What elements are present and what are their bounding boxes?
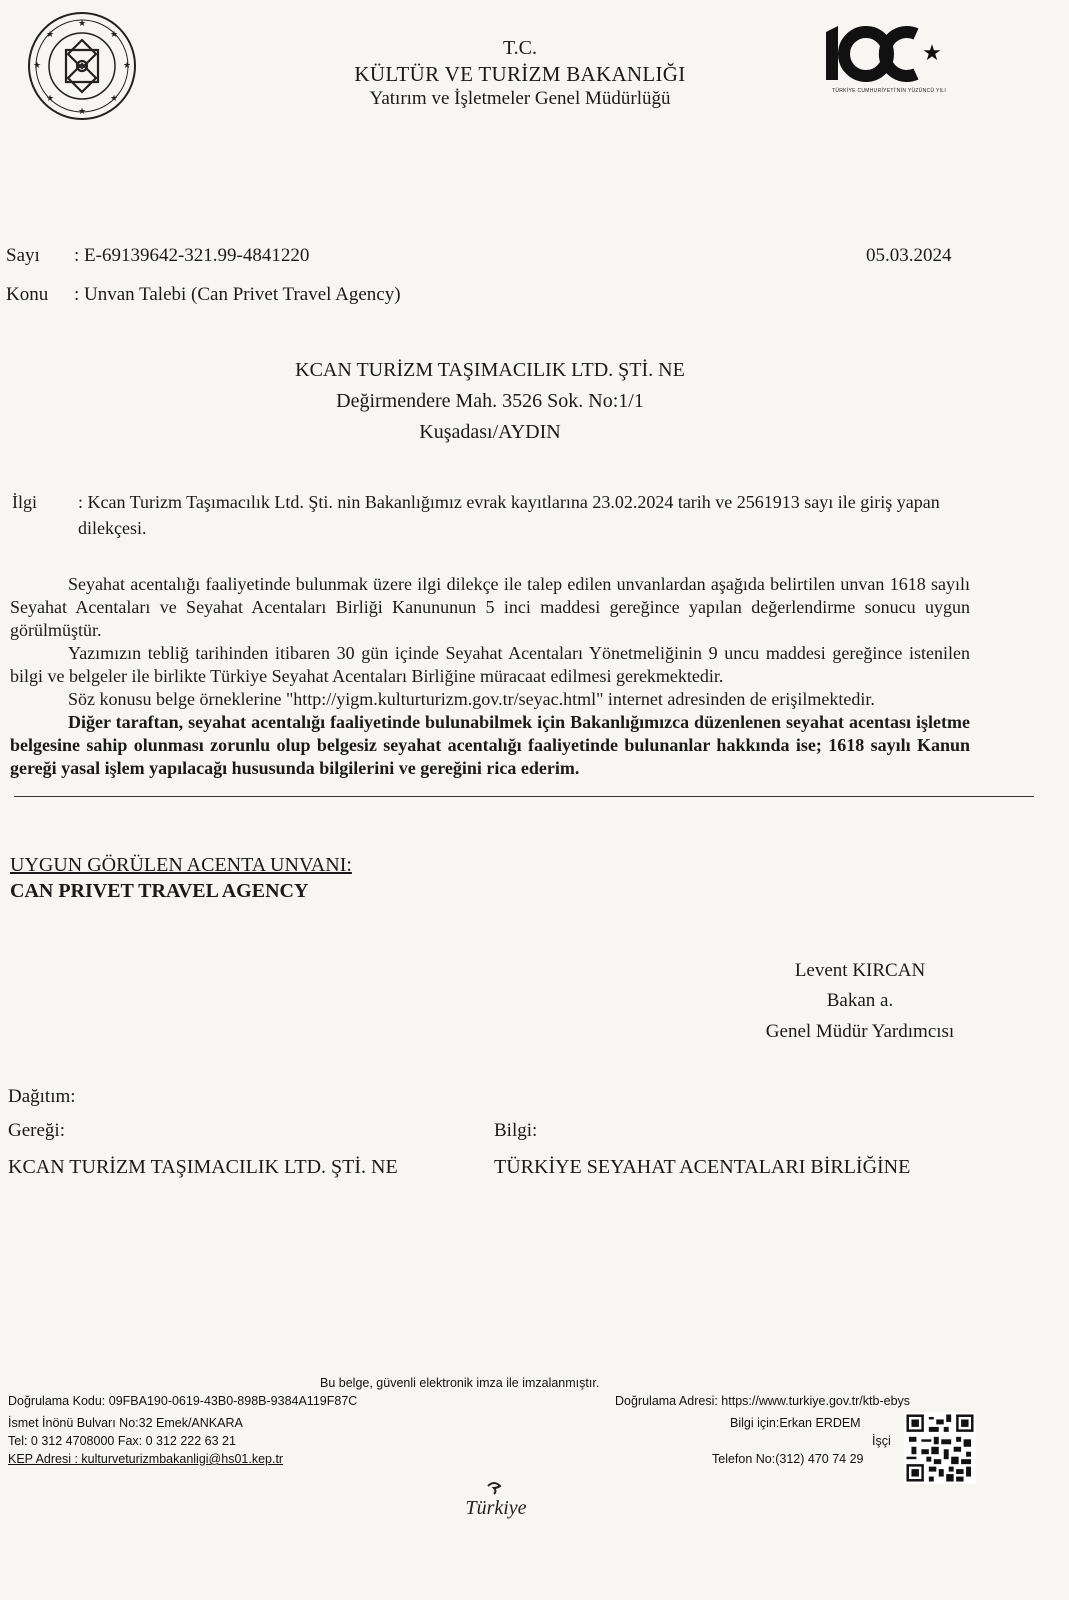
recipient-street: Değirmendere Mah. 3526 Sok. No:1/1 xyxy=(336,390,644,412)
distribution-label: Dağıtım: xyxy=(8,1086,76,1107)
approved-agency-name: CAN PRIVET TRAVEL AGENCY xyxy=(10,880,309,902)
ministry-seal-logo xyxy=(26,10,138,122)
signer-title: Genel Müdür Yardımcısı xyxy=(765,1020,955,1042)
letterhead-tc: T.C. xyxy=(502,37,538,59)
svg-text:★: ★ xyxy=(922,40,942,65)
body-paragraph-4: Diğer taraftan, seyahat acentalığı faaliyetinde bulunabilmek için Bakanlığımızca düzenlenen seyahat acentası işletme belgesine sahip olunması zorunlu olup belgesiz seyahat acentalığı faaliyetinde bulunanlar hakkında ise; 1618 sayılı Kanun gereği yasal işlem yapılacağı hususunda bilgilerini ve gereğini rica ederim. xyxy=(10,712,970,779)
turkiye-brand-text: Türkiye xyxy=(465,1497,527,1519)
info-phone: Telefon No:(312) 470 74 29 xyxy=(712,1452,864,1466)
signer-name: Levent KIRCAN xyxy=(794,960,926,981)
konu-value: : Unvan Talebi (Can Privet Travel Agency) xyxy=(74,284,401,305)
signer-role: Bakan a. xyxy=(826,990,894,1012)
letter-body xyxy=(10,573,970,780)
bilgi-label: Bilgi: xyxy=(494,1120,538,1141)
ministry-phone-fax: Tel: 0 312 4708000 Fax: 0 312 222 63 21 xyxy=(8,1434,236,1448)
verification-code: Doğrulama Kodu: 09FBA190-0619-43B0-898B-9384A119F87C xyxy=(8,1394,358,1408)
qr-code-icon xyxy=(904,1412,976,1484)
letter-date: 05.03.2024 xyxy=(866,245,952,266)
body-paragraph-3: Söz konusu belge örneklerine "http://yigm.kulturturizm.gov.tr/seyac.html" internet adresinden de erişilmektedir. xyxy=(68,689,875,710)
sayi-label: Sayı xyxy=(6,245,40,266)
sayi-row xyxy=(6,245,309,267)
turkiye-brand-logo xyxy=(446,1480,546,1524)
svg-text:★: ★ xyxy=(45,29,55,39)
esign-note: Bu belge, güvenli elektronik imza ile imzalanmıştır. xyxy=(320,1376,600,1390)
svg-text:★: ★ xyxy=(45,93,55,103)
ministry-address: İsmet İnönü Bulvarı No:32 Emek/ANKARA xyxy=(8,1416,243,1430)
geregi-label: Gereği: xyxy=(8,1120,65,1141)
letterhead-ministry: KÜLTÜR VE TURİZM BAKANLIĞI xyxy=(354,62,686,86)
reference-label: İlgi xyxy=(12,492,37,512)
svg-text:★: ★ xyxy=(32,60,42,70)
kep-address[interactable]: KEP Adresi : kulturveturizmbakanligi@hs01.kep.tr xyxy=(8,1452,284,1466)
svg-text:★: ★ xyxy=(77,18,87,28)
svg-text:★: ★ xyxy=(109,93,119,103)
bilgi-value: TÜRKİYE SEYAHAT ACENTALARI BİRLİĞİNE xyxy=(494,1156,911,1178)
strikethrough-line xyxy=(14,796,1034,797)
svg-text:★: ★ xyxy=(122,60,132,70)
body-paragraph-1: Seyahat acentalığı faaliyetinde bulunmak üzere ilgi dilekçe ile talep edilen unvanlardan aşağıda belirtilen unvan 1618 sayılı Seyahat Acentaları ve Seyahat Acentaları Birliği Kanununun 5 inci maddesi gereğince yapılan değerlendirme sonucu uygun görülmüştür. xyxy=(10,574,970,641)
sayi-value: : E-69139642-321.99-4841220 xyxy=(74,245,310,266)
approved-label: UYGUN GÖRÜLEN ACENTA UNVANI: xyxy=(10,854,352,876)
geregi-value: KCAN TURİZM TAŞIMACILIK LTD. ŞTİ. NE xyxy=(8,1156,398,1178)
verification-address: Doğrulama Adresi: https://www.turkiye.gov.tr/ktb-ebys xyxy=(615,1394,911,1408)
svg-text:★: ★ xyxy=(109,29,119,39)
signature-block xyxy=(740,956,980,1047)
recipient-name: KCAN TURİZM TAŞIMACILIK LTD. ŞTİ. NE xyxy=(295,359,685,381)
konu-label: Konu xyxy=(6,284,49,305)
info-contact: Bilgi için:Erkan ERDEM xyxy=(730,1416,861,1430)
letterhead xyxy=(270,36,770,111)
reference-block xyxy=(12,489,968,541)
approved-agency-block xyxy=(10,852,352,904)
centenary-caption: TÜRKİYE CUMHURİYETİ'NİN YÜZÜNCÜ YILI xyxy=(832,88,947,94)
konu-row xyxy=(6,284,401,306)
info-role: İşçi xyxy=(872,1434,891,1448)
letterhead-department: Yatırım ve İşletmeler Genel Müdürlüğü xyxy=(369,88,671,110)
recipient-city: Kuşadası/AYDIN xyxy=(419,421,561,443)
reference-text: : Kcan Turizm Taşımacılık Ltd. Şti. nin Bakanlığımız evrak kayıtlarına 23.02.2024 tarih ve 2561913 sayı ile giriş yapan dilekçesi. xyxy=(78,492,940,539)
svg-text:★: ★ xyxy=(77,106,87,116)
recipient-address xyxy=(230,355,750,448)
body-paragraph-2: Yazımızın tebliğ tarihinden itibaren 30 gün içinde Seyahat Acentaları Yönetmeliğinin 9 uncu maddesi gereğince istenilen bilgi ve belgeler ile birlikte Türkiye Seyahat Acentaları Birliğine müracaat edilmesi gerekmektedir. xyxy=(10,643,970,687)
